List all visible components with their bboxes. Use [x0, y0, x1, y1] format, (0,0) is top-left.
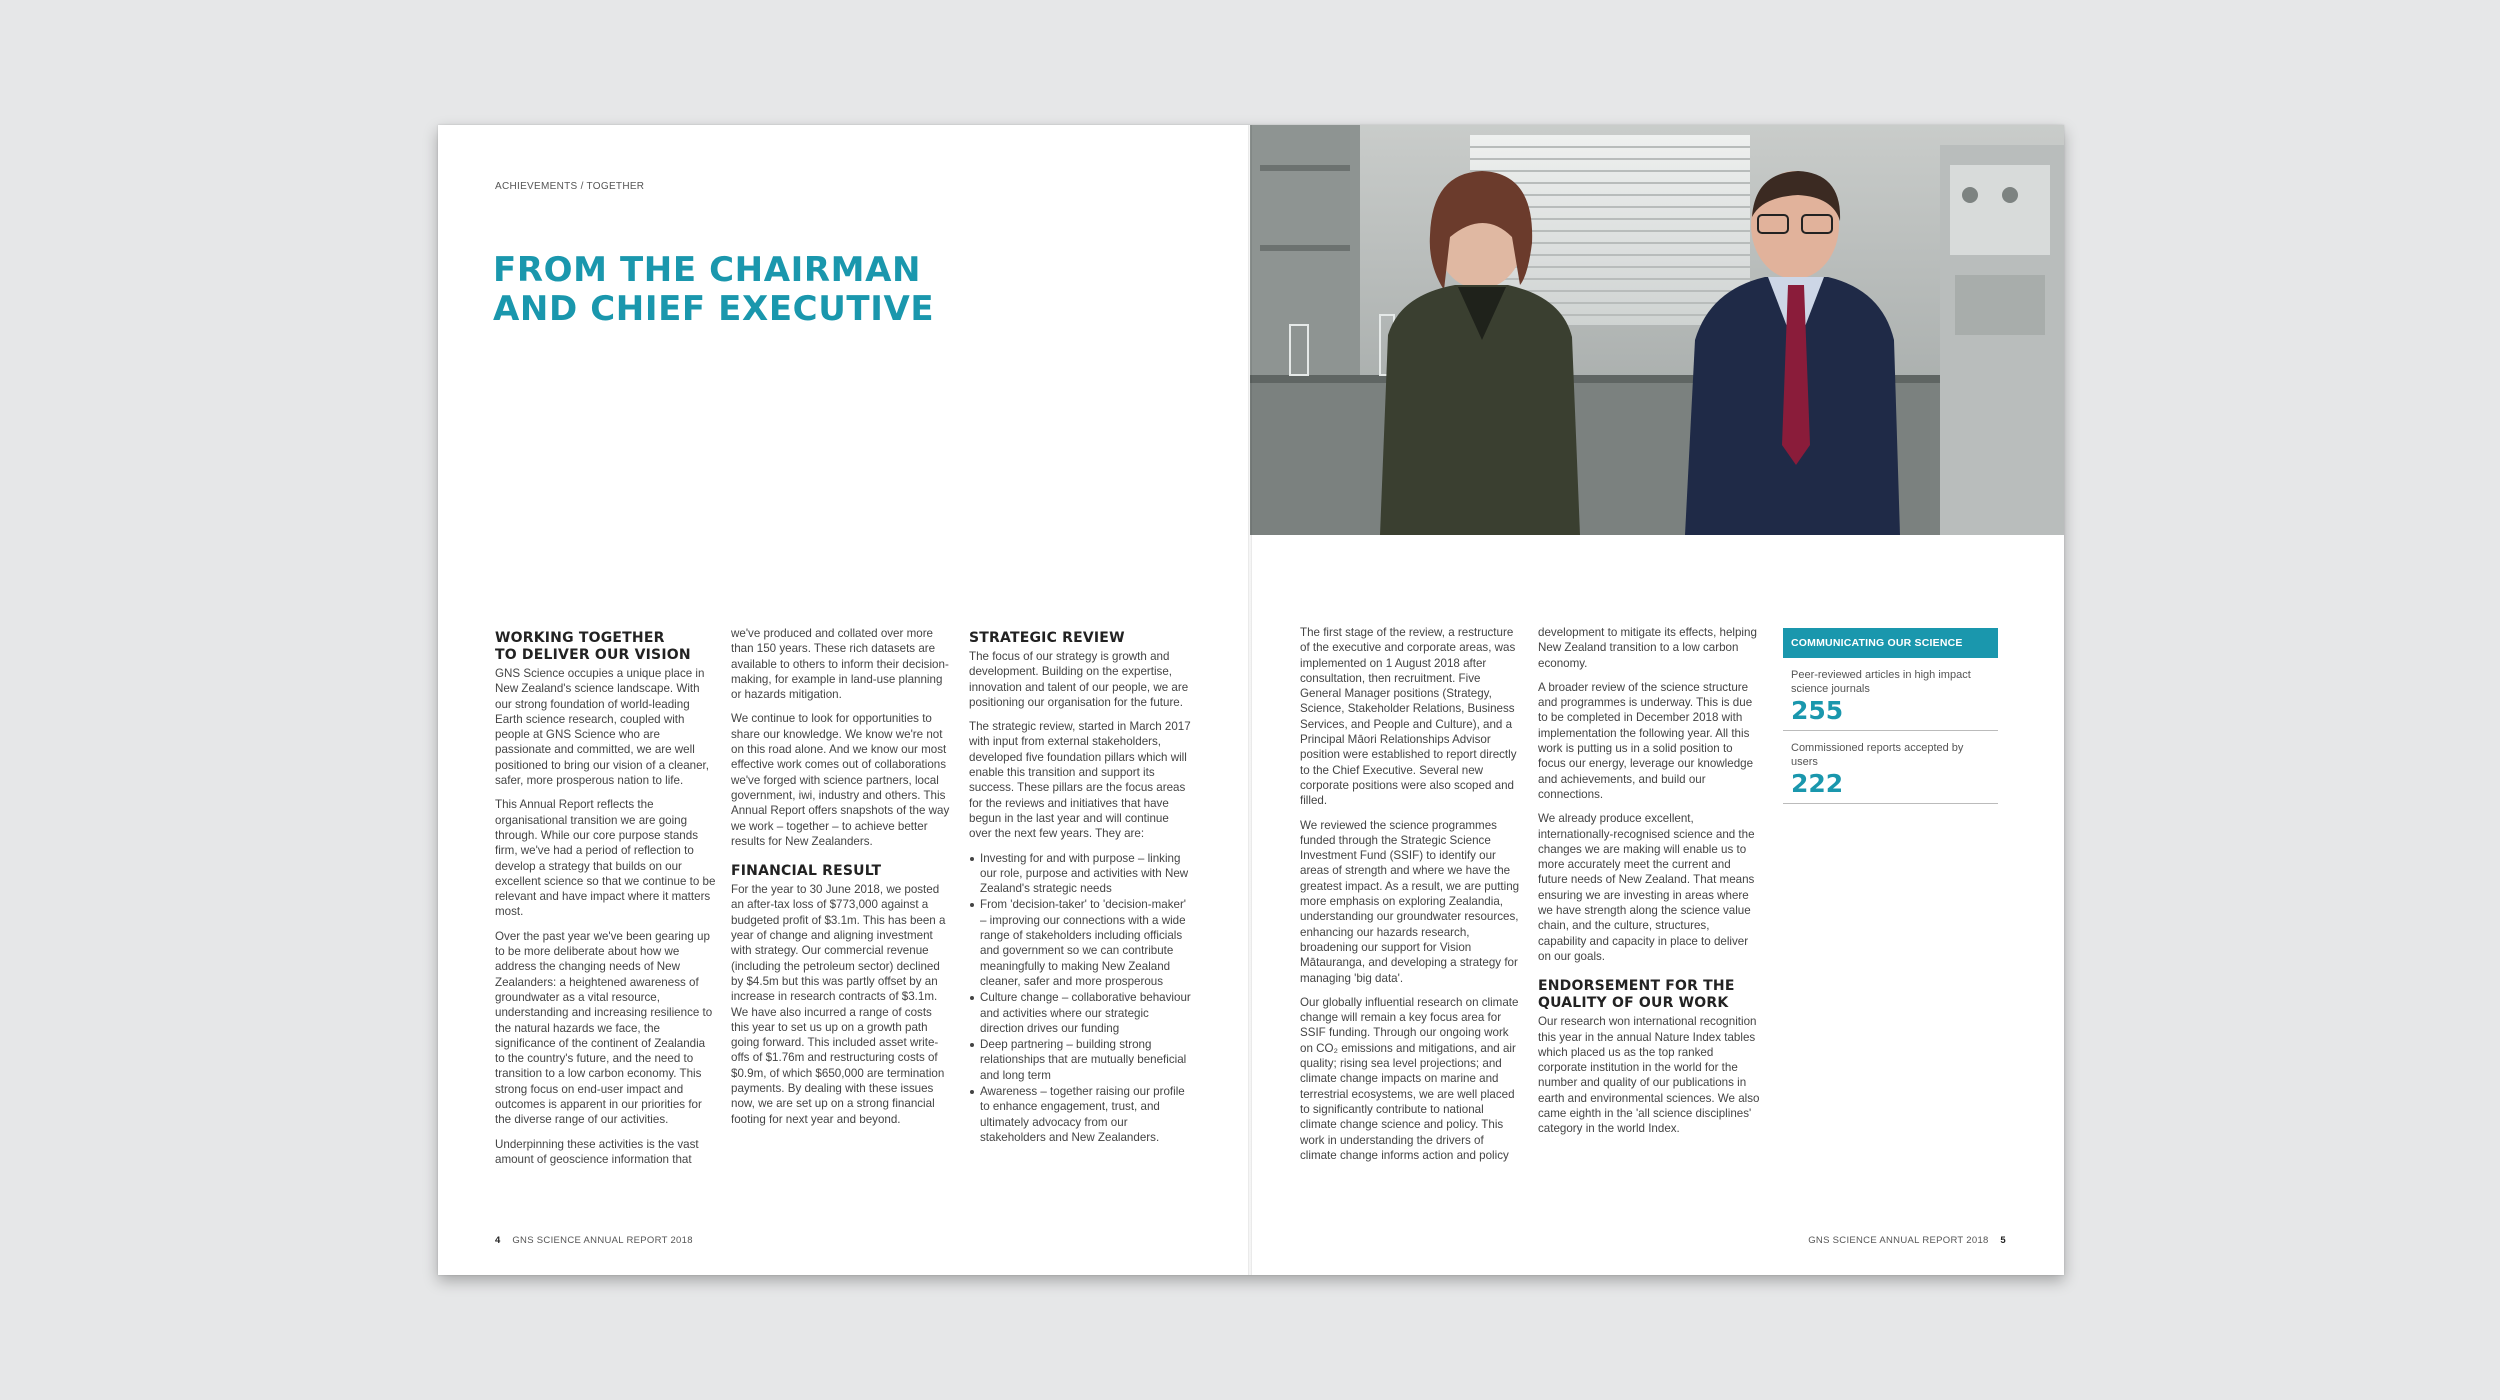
heading-endorsement	[1538, 978, 1760, 1012]
heading-working-together	[495, 630, 717, 664]
list-item: Awareness – together raising our profile to enhance engagement, trust, and ultimately advocacy from our stakeholders and New Zealanders.	[969, 1084, 1191, 1145]
paragraph: Underpinning these activities is the vast amount of geoscience information that	[495, 1137, 699, 1166]
left-column-2	[731, 626, 953, 1136]
stat-item	[1783, 731, 1998, 804]
stat-label: Peer-reviewed articles in high impact science journals	[1791, 669, 1971, 695]
page-number: 5	[2000, 1235, 2006, 1246]
list-item: Investing for and with purpose – linking our role, purpose and activities with New Zealand's strategic needs	[969, 851, 1191, 897]
right-column-2	[1538, 625, 1760, 1146]
page-number: 4	[495, 1235, 501, 1246]
paragraph: A broader review of the science structure and programmes is underway. This is due to be completed in December 2018 with implementation the following year. All this work is putting us in a solid position to focus our energy, leverage our knowledge and achievements, and build our connections.	[1538, 680, 1754, 801]
paragraph: The first stage of the review, a restructure of the executive and corporate areas, was implemented on 1 August 2018 after consultation, then recruitment. Five General Manager positions (Strategy, Science, Stakeholder Relations, Business Services, and People and Culture), and a Principal Māori Relationships Advisor position were established to report directly to the Chief Executive. Several new corporate positions were also scoped and filled.	[1300, 626, 1517, 808]
paragraph: The strategic review, started in March 2017 with input from external stakeholders, developed five foundation pillars which will enable this transition and support its success. These pillars are the focus areas for the reviews and initiatives that have begun in the last year and will continue over the next few years. They are:	[969, 720, 1191, 841]
left-footer	[495, 1235, 693, 1246]
right-footer	[1808, 1235, 2006, 1246]
paragraph: We continue to look for opportunities to share our knowledge. We know we're not on this road alone. And we know our most effective work comes out of collaborations we've forged with science partners, local government, iwi, industry and others. This Annual Report offers snapshots of the way we work – together – to achieve better results for New Zealanders.	[731, 712, 950, 848]
stat-item	[1783, 658, 1998, 731]
heading-line-1: WORKING TOGETHER	[495, 630, 665, 646]
paragraph: We already produce excellent, internationally-recognised science and the changes we are making will enable us to more accurately meet the current and future needs of New Zealand. That means ensuring we are investing in areas where we have strength along the science value chain, and the culture, structures, capability and capacity in place to deliver on our goals.	[1538, 812, 1755, 963]
right-page	[1250, 125, 2064, 1275]
paragraph: The focus of our strategy is growth and development. Building on the expertise, innovation and talent of our people, we are positioning our organisation for the future.	[969, 650, 1189, 709]
paragraph: For the year to 30 June 2018, we posted an after-tax loss of $773,000 against a budgeted profit of $3.1m. This has been a year of change and aligning investment with strategy. Our commercial revenue (including the petroleum sector) declined by $4.5m but this was partly offset by an increase in research contracts of $3.1m. We have also incurred a range of costs this year to set us up on a growth path going forward. This included asset write-offs of $1.76m and restructuring costs of $0.9m, of which $650,000 are termination payments. By dealing with these issues now, we are set up on a strong financial footing for next year and beyond.	[731, 883, 946, 1126]
heading-line-1: ENDORSEMENT FOR THE	[1538, 978, 1735, 995]
paragraph: Over the past year we've been gearing up to be more deliberate about how we address the changing needs of New Zealanders: a heightened awareness of groundwater as a vital resource, understanding and increasing resilience to the natural hazards we face, the significance of the continent of Zealandia to the country's future, and the need to transition to a low carbon economy. This strong focus on end-user impact and outcomes is apparent in our priorities for the diverse range of our activities.	[495, 929, 713, 1127]
heading-strategic-review: STRATEGIC REVIEW	[969, 630, 1125, 646]
paragraph: we've produced and collated over more than 150 years. These rich datasets are available to others to inform their decision-making, for example in land-use planning or hazards mitigation.	[731, 627, 949, 702]
paragraph: We reviewed the science programmes funded through the Strategic Science Investment Fund (SSIF) to identify our areas of strength and where we have the greatest impact. As a result, we are putting more emphasis on exploring Zealandia, understanding our groundwater resources, enhancing our hazards research, broadening our support for Vision Mātauranga, and developing a strategy for managing 'big data'.	[1300, 818, 1520, 985]
stat-value: 222	[1791, 769, 1844, 798]
heading-financial-result: FINANCIAL RESULT	[731, 863, 882, 880]
page-title	[493, 251, 934, 329]
title-line-2: AND CHIEF EXECUTIVE	[493, 289, 935, 329]
paragraph: GNS Science occupies a unique place in New Zealand's science landscape. With our strong foundation of world-leading Earth science research, coupled with people at GNS Science who are passionate and committed, we are well positioned to bring our vision of a cleaner, safer, more prosperous nation to life.	[495, 667, 709, 788]
footer-text: GNS SCIENCE ANNUAL REPORT 2018	[1808, 1235, 1989, 1246]
right-column-1	[1300, 625, 1522, 1172]
footer-text: GNS SCIENCE ANNUAL REPORT 2018	[512, 1235, 693, 1246]
left-column-1	[495, 630, 717, 1176]
stat-value: 255	[1791, 696, 1844, 725]
list-item: Culture change – collaborative behaviour and activities where our strategic direction drives our funding	[969, 990, 1191, 1036]
stats-sidebar	[1783, 628, 1998, 804]
lab-portrait-image	[1250, 125, 2064, 535]
page-gutter	[1248, 125, 1252, 1275]
pillar-list	[969, 851, 1191, 1146]
portrait-photo	[1250, 125, 2064, 535]
list-item: From 'decision-taker' to 'decision-maker' – improving our connections with a wide range of stakeholders including officials and government so we can contribute meaningfully to making New Zealand cleaner, safer and more prosperous	[969, 897, 1191, 989]
paragraph: Our globally influential research on climate change will remain a key focus area for SSIF funding. Through our ongoing work on CO₂ emissions and mitigations, and air quality; rising sea level projections; and climate change impacts on marine and terrestrial ecosystems, we are well placed to significantly contribute to national climate change science and policy. This work in understanding the drivers of climate change informs action and policy	[1300, 995, 1519, 1162]
left-page	[438, 125, 1250, 1275]
annual-report-spread	[438, 125, 2064, 1275]
stat-label: Commissioned reports accepted by users	[1791, 742, 1964, 768]
left-column-3	[969, 630, 1191, 1146]
paragraph: development to mitigate its effects, helping New Zealand transition to a low carbon economy.	[1538, 626, 1757, 670]
paragraph: This Annual Report reflects the organisational transition we are going through. While our core purpose stands firm, we've had a period of reflection to develop a strategy that builds on our excellent science so that we continue to be relevant and have impact where it matters most.	[495, 798, 716, 919]
stats-header: COMMUNICATING OUR SCIENCE	[1783, 628, 1998, 658]
paragraph: Our research won international recognition this year in the annual Nature Index tables which placed us as the top ranked corporate institution in the world for the number and quality of our publications in earth and environmental sciences. We also came eighth in the 'all science disciplines' category in the world Index.	[1538, 1015, 1760, 1136]
heading-line-2: QUALITY OF OUR WORK	[1538, 995, 1729, 1012]
section-kicker: ACHIEVEMENTS / TOGETHER	[495, 181, 645, 192]
list-item: Deep partnering – building strong relationships that are mutually beneficial and long term	[969, 1037, 1191, 1083]
heading-line-2: TO DELIVER OUR VISION	[495, 647, 691, 663]
title-line-1: FROM THE CHAIRMAN	[493, 250, 922, 290]
